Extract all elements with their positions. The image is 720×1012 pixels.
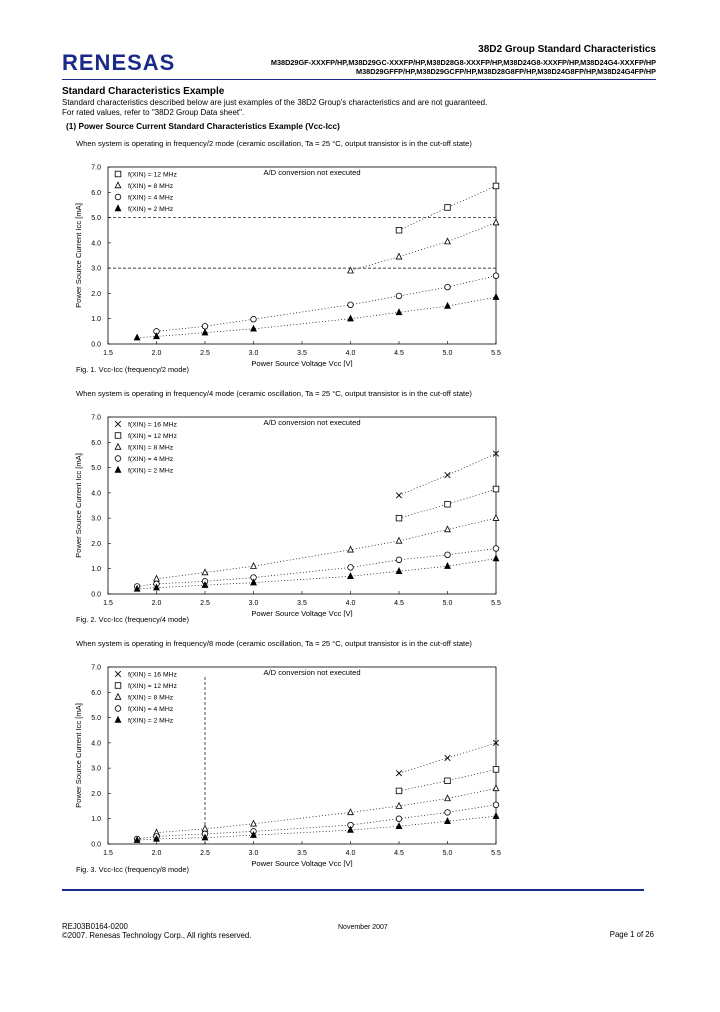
series-f-xin-2-mhz [134, 555, 499, 591]
renesas-logo: RENESAS [62, 50, 176, 75]
x-tick-label: 5.5 [491, 350, 501, 357]
y-tick-label: 3.0 [91, 265, 101, 273]
x-tick-label: 2.5 [200, 350, 210, 357]
x-tick-label: 1.5 [103, 600, 113, 607]
data-point [348, 302, 354, 308]
legend-label: f(XIN) = 2 MHz [128, 467, 174, 475]
footer-rule [62, 889, 644, 891]
x-tick-label: 3.5 [297, 350, 307, 357]
annotation-label: A/D conversion not executed [263, 668, 361, 677]
data-point [445, 552, 451, 558]
legend-item [115, 194, 174, 201]
series-trend-line [137, 297, 496, 337]
data-point [493, 183, 499, 189]
data-point [396, 309, 402, 315]
legend-marker [115, 444, 121, 450]
footer-copyright: ©2007. Renesas Technology Corp., All rights reserved. [62, 931, 252, 940]
header-title: 38D2 Group Standard Characteristics [478, 44, 656, 55]
x-tick-label: 5.0 [442, 350, 453, 357]
legend-label: f(XIN) = 4 MHz [128, 194, 174, 202]
data-point [251, 579, 257, 585]
footer-page-number: Page 1 of 26 [609, 930, 654, 939]
legend-item [115, 706, 174, 713]
x-axis-label: Power Source Voltage Vcc [V] [251, 359, 353, 367]
series-trend-line [137, 816, 496, 840]
y-tick-label: 4.0 [91, 490, 101, 498]
chart-condition: When system is operating in frequency/2 mode (ceramic oscillation, Ta = 25 °C, output transistor is in the cut-off state) [76, 139, 472, 148]
data-point [396, 803, 402, 809]
data-point [445, 810, 451, 816]
legend-item [115, 671, 177, 678]
data-point [202, 826, 208, 832]
legend-label: f(XIN) = 2 MHz [128, 206, 174, 213]
legend-marker [115, 717, 121, 723]
x-tick-label: 4.5 [394, 600, 404, 607]
data-point [154, 333, 160, 339]
data-point [493, 294, 499, 300]
data-point [493, 555, 499, 561]
data-point [134, 334, 140, 340]
data-point [396, 538, 402, 544]
chart-condition: When system is operating in frequency/4 mode (ceramic oscillation, Ta = 25 °C, output transistor is in the cut-off state) [76, 389, 472, 398]
data-point [348, 315, 354, 321]
series-f-xin-16-mhz [396, 451, 499, 498]
annotation-label: A/D conversion not executed [263, 168, 361, 177]
data-point [493, 515, 499, 521]
section-title: Standard Characteristics Example [62, 86, 225, 97]
series-f-xin-16-mhz [396, 740, 499, 776]
data-point [493, 219, 499, 225]
series-f-xin-12-mhz [396, 183, 499, 233]
legend-marker [115, 171, 121, 177]
y-tick-label: 0.0 [91, 841, 101, 849]
x-tick-label: 3.0 [248, 850, 259, 857]
intro-line-1: Standard characteristics described below are just examples of the 38D2 Group's characteristics and are not guaranteed. [62, 98, 488, 107]
data-point [493, 785, 499, 791]
y-tick-label: 6.0 [91, 189, 101, 197]
data-point [396, 253, 402, 259]
chart-condition: When system is operating in frequency/8 mode (ceramic oscillation, Ta = 25 °C, output transistor is in the cut-off state) [76, 639, 472, 648]
legend-label: f(XIN) = 12 MHz [128, 683, 177, 690]
y-tick-label: 7.0 [91, 414, 101, 422]
y-tick-label: 3.0 [91, 515, 101, 523]
x-tick-label: 3.5 [297, 850, 307, 857]
data-point [396, 293, 402, 299]
legend-label: f(XIN) = 2 MHz [128, 717, 174, 725]
data-point [396, 515, 402, 521]
subsection-title: (1) Power Source Current Standard Characteristics Example (Vcc-Icc) [66, 121, 340, 131]
legend-item [115, 717, 174, 725]
legend-marker [115, 467, 121, 473]
data-point [202, 569, 208, 575]
series-trend-line [137, 805, 496, 839]
data-point [493, 273, 499, 279]
footer-date: November 2007 [338, 924, 388, 931]
series-trend-line [137, 559, 496, 589]
x-tick-label: 3.0 [248, 600, 259, 607]
data-point [396, 788, 402, 794]
data-point [493, 546, 499, 552]
series-f-xin-4-mhz [134, 546, 499, 590]
chart-frequency-4-mode [62, 389, 502, 629]
legend-label: f(XIN) = 8 MHz [128, 444, 174, 452]
y-tick-label: 5.0 [91, 715, 101, 723]
data-point [445, 472, 451, 478]
data-point [348, 565, 354, 571]
legend-marker [115, 433, 121, 439]
legend-marker [115, 694, 121, 700]
data-point [445, 501, 451, 507]
data-point [445, 755, 451, 761]
data-point [445, 205, 451, 211]
legend-item [115, 421, 177, 428]
legend-item [115, 182, 174, 190]
chart-plot [62, 395, 502, 617]
x-tick-label: 2.0 [151, 350, 162, 357]
legend-marker [115, 205, 121, 211]
x-tick-label: 5.0 [442, 600, 453, 607]
x-tick-label: 4.0 [345, 350, 356, 357]
x-tick-label: 5.5 [491, 850, 501, 857]
data-point [396, 568, 402, 574]
data-point [445, 778, 451, 784]
x-tick-label: 5.5 [491, 600, 501, 607]
y-tick-label: 2.0 [91, 290, 101, 298]
legend-label: f(XIN) = 8 MHz [128, 183, 174, 190]
legend-label: f(XIN) = 16 MHz [128, 671, 177, 679]
data-point [251, 316, 257, 322]
legend-item [115, 171, 177, 178]
legend-item [115, 467, 174, 475]
legend-marker [115, 194, 121, 200]
x-tick-label: 1.5 [103, 350, 113, 357]
y-tick-label: 5.0 [91, 215, 101, 223]
y-tick-label: 1.0 [91, 316, 101, 324]
x-tick-label: 5.0 [442, 850, 453, 857]
data-point [396, 823, 402, 829]
x-tick-label: 2.5 [200, 850, 210, 857]
x-axis-label: Power Source Voltage Vcc [V] [251, 609, 353, 617]
y-tick-label: 2.0 [91, 790, 101, 798]
legend-item [115, 433, 177, 440]
series-trend-line [137, 548, 496, 586]
legend-marker [115, 456, 121, 462]
legend-marker [115, 182, 121, 188]
data-point [396, 770, 402, 776]
y-tick-label: 1.0 [91, 816, 101, 824]
x-axis-label: Power Source Voltage Vcc [V] [251, 859, 353, 867]
data-point [493, 486, 499, 492]
legend-marker [115, 671, 121, 677]
x-tick-label: 2.0 [151, 850, 162, 857]
series-f-xin-8-mhz [348, 219, 499, 273]
chart-caption: Fig. 1. Vcc-Icc (frequency/2 mode) [76, 365, 189, 374]
data-point [202, 329, 208, 335]
series-f-xin-12-mhz [396, 767, 499, 794]
legend-label: f(XIN) = 4 MHz [128, 456, 174, 463]
chart-frequency-8-mode [62, 639, 502, 879]
data-point [396, 493, 402, 499]
chart-plot [62, 145, 502, 367]
series-trend-line [351, 223, 497, 271]
data-point [493, 813, 499, 819]
chart-frequency-2-mode [62, 139, 502, 379]
y-tick-label: 2.0 [91, 540, 101, 548]
x-tick-label: 2.0 [151, 600, 162, 607]
x-tick-label: 3.5 [297, 600, 307, 607]
data-point [396, 816, 402, 822]
x-tick-label: 4.5 [394, 350, 404, 357]
y-tick-label: 7.0 [91, 164, 101, 172]
legend-marker [115, 683, 121, 689]
data-point [493, 802, 499, 808]
data-point [396, 227, 402, 233]
y-tick-label: 4.0 [91, 740, 101, 748]
legend-marker [115, 421, 121, 427]
data-point [445, 818, 451, 824]
chart-caption: Fig. 3. Vcc-Icc (frequency/8 mode) [76, 865, 189, 874]
data-point [348, 573, 354, 579]
legend-label: f(XIN) = 12 MHz [128, 433, 177, 440]
footer-doc-number: REJ03B0164-0200 [62, 922, 128, 931]
y-tick-label: 3.0 [91, 765, 101, 773]
legend-item [115, 456, 174, 463]
data-point [348, 546, 354, 552]
series-trend-line [157, 276, 497, 332]
series-f-xin-2-mhz [134, 294, 499, 340]
chart-caption: Fig. 2. Vcc-Icc (frequency/4 mode) [76, 615, 189, 624]
legend-item [115, 683, 177, 690]
legend-marker [115, 706, 121, 712]
annotation-label: A/D conversion not executed [263, 418, 361, 427]
series-f-xin-12-mhz [396, 486, 499, 521]
header-part-line-1: M38D29GF-XXXFP/HP,M38D29GC-XXXFP/HP,M38D28G8-XXXFP/HP,M38D24G8-XXXFP/HP,M38D24G4-XXXFP/HP [270, 58, 656, 67]
data-point [202, 324, 208, 330]
series-f-xin-2-mhz [134, 813, 499, 843]
y-axis-label: Power Source Current Icc [mA] [74, 203, 83, 308]
y-tick-label: 4.0 [91, 240, 101, 248]
data-point [445, 563, 451, 569]
series-trend-line [157, 518, 497, 579]
legend-item [115, 444, 174, 452]
y-tick-label: 7.0 [91, 664, 101, 672]
y-tick-label: 0.0 [91, 341, 101, 349]
data-point [154, 576, 160, 582]
x-tick-label: 4.5 [394, 850, 404, 857]
data-point [493, 767, 499, 773]
legend-item [115, 205, 174, 213]
x-tick-label: 1.5 [103, 850, 113, 857]
data-point [348, 809, 354, 815]
x-tick-label: 4.0 [345, 850, 356, 857]
x-tick-label: 3.0 [248, 350, 259, 357]
intro-line-2: For rated values, refer to "38D2 Group Data sheet". [62, 108, 245, 117]
y-tick-label: 0.0 [91, 591, 101, 599]
data-point [445, 284, 451, 290]
x-tick-label: 2.5 [200, 600, 210, 607]
y-axis-label: Power Source Current Icc [mA] [74, 453, 83, 558]
legend-label: f(XIN) = 12 MHz [128, 171, 177, 179]
legend-label: f(XIN) = 8 MHz [128, 694, 174, 702]
y-axis-label: Power Source Current Icc [mA] [74, 703, 83, 808]
data-point [396, 557, 402, 563]
y-tick-label: 6.0 [91, 439, 101, 447]
legend-item [115, 694, 174, 702]
legend-label: f(XIN) = 16 MHz [128, 421, 177, 429]
header-rule [62, 79, 656, 80]
data-point [445, 526, 451, 532]
y-tick-label: 6.0 [91, 689, 101, 697]
x-tick-label: 4.0 [345, 600, 356, 607]
y-tick-label: 1.0 [91, 566, 101, 574]
series-f-xin-8-mhz [154, 515, 499, 581]
y-tick-label: 5.0 [91, 465, 101, 473]
header-part-line-2: M38D29GFFP/HP,M38D29GCFP/HP,M38D28G8FP/HP,M38D24G8FP/HP,M38D24G4FP/HP [356, 67, 656, 76]
chart-plot [62, 645, 502, 867]
legend-label: f(XIN) = 4 MHz [128, 706, 174, 713]
data-point [348, 827, 354, 833]
